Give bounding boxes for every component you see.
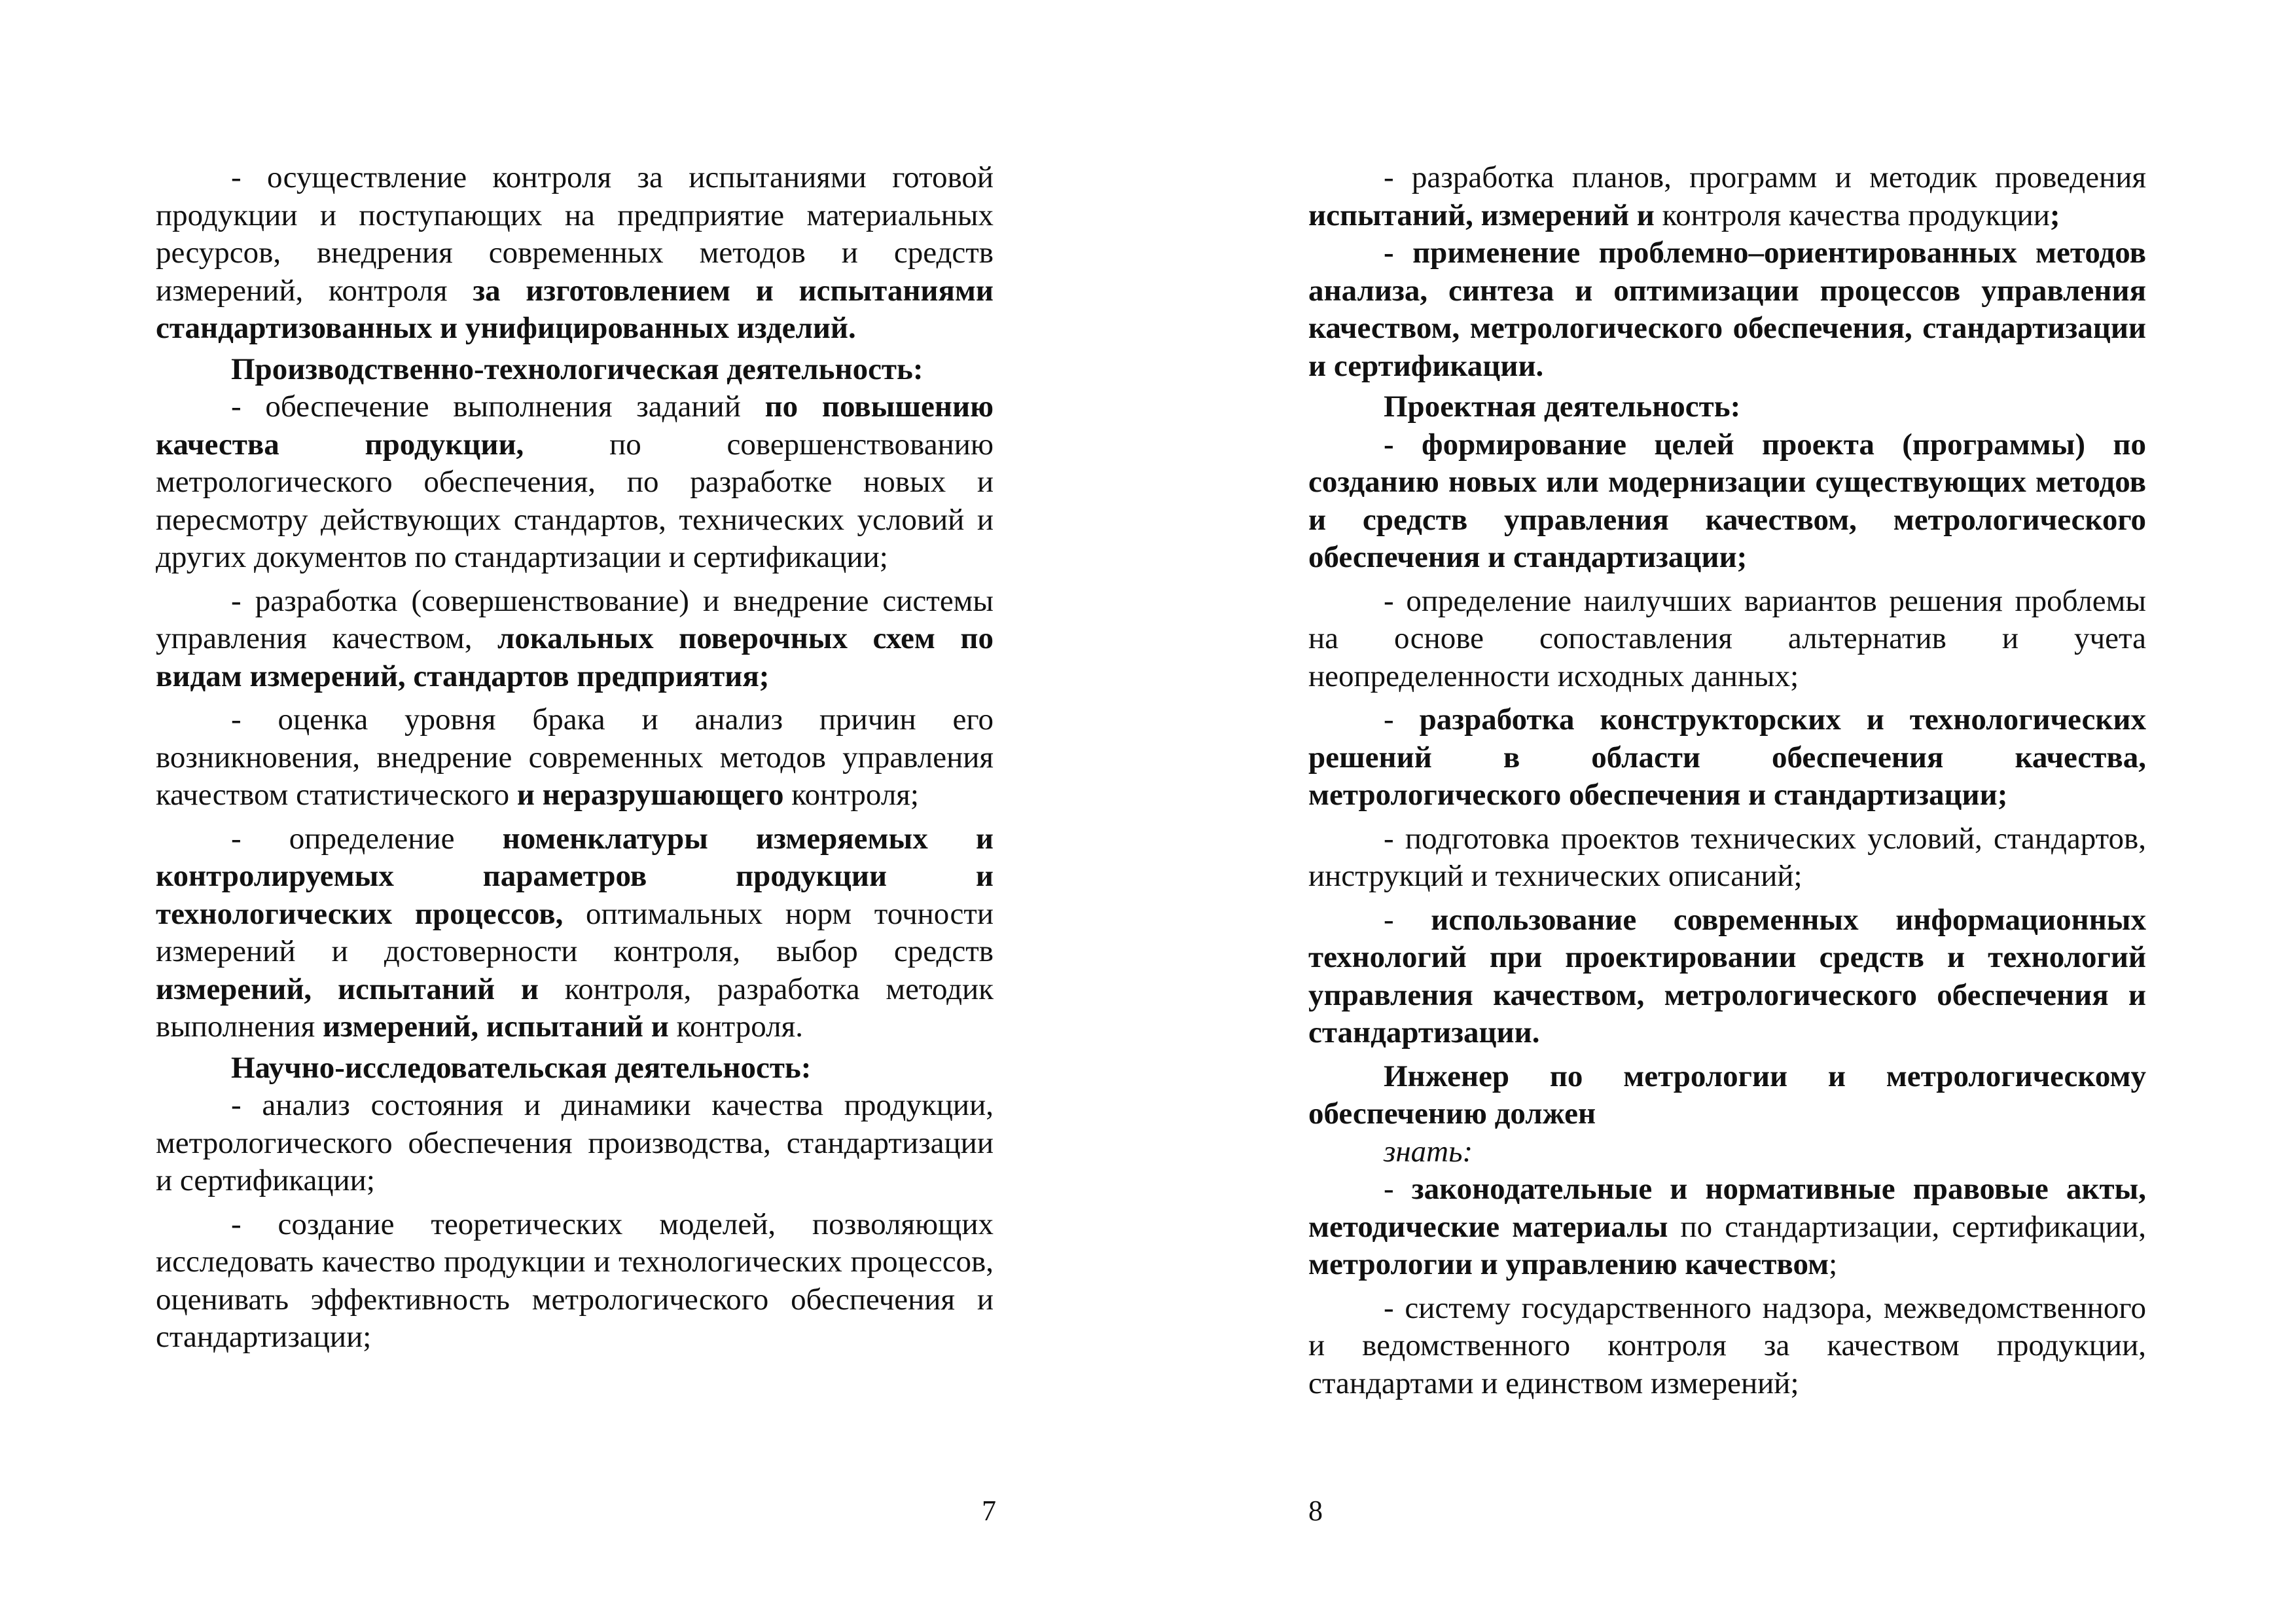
subheading: знать: (1384, 1134, 1473, 1169)
paragraph: - осуществление контроля за испытаниями готовой продукции и поступающих на предприятие материальных ресурсов, внедрения современных методов и средств измерений, контроля за изготовлением и испытаниями стандартизованных и унифицированных изделий. (156, 160, 994, 345)
section-heading: Производственно-технологическая деятельность: (231, 352, 924, 386)
paragraph: - разработка конструкторских и технологических решений в области обеспечения качества, метрологического обеспечения и стандартизации; (1308, 702, 2146, 812)
paragraph: - использование современных информационных технологий при проектировании средств и технологий управления качеством, метрологического обеспечения и стандартизации. (1308, 902, 2147, 1049)
paragraph: - оценка уровня брака и анализ причин его возникновения, внедрение современных методов управления качеством статистического и неразрушающего контроля; (156, 702, 994, 812)
page-number: 8 (1308, 1495, 1323, 1527)
paragraph: - разработка (совершенствование) и внедрение системы управления качеством, локальных поверочных схем по видам измерений, стандартов предприятия; (156, 583, 994, 693)
paragraph: - систему государственного надзора, межведомственного и ведомственного контроля за качеством продукции, стандартами и единством измерений; (1308, 1290, 2146, 1400)
paragraph: - подготовка проектов технических условий, стандартов, инструкций и технических описаний; (1308, 821, 2146, 893)
section-heading: Научно-исследовательская деятельность: (231, 1050, 812, 1085)
section-heading: Инженер по метрологии и метрологическому обеспечению должен (1308, 1059, 2146, 1131)
paragraph: - определение номенклатуры измеряемых и контролируемых параметров продукции и технологических процессов, оптимальных норм точности измерений и достоверности контроля, выбор средств измерений, испытаний и контроля, разработка методик выполнения измерений, испытаний и контроля. (156, 821, 994, 1044)
right-page (1148, 0, 2296, 1623)
paragraph: - создание теоретических моделей, позволяющих исследовать качество продукции и технологических процессов, оценивать эффективность метрологического обеспечения и стандартизации; (156, 1207, 994, 1354)
paragraph: - обеспечение выполнения заданий по повышению качества продукции, по совершенствованию метрологического обеспечения, по разработке новых и пересмотру действующих стандартов, технических условий и других документов по стандартизации и сертификации; (156, 390, 994, 574)
paragraph: - определение наилучших вариантов решения проблемы на основе сопоставления альтернатив и учета неопределенности исходных данных; (1308, 583, 2146, 693)
left-text-column (156, 159, 994, 1357)
paragraph: - анализ состояния и динамики качества продукции, метрологического обеспечения производства, стандартизации и сертификации; (156, 1088, 994, 1197)
right-text-column (1308, 159, 2146, 1402)
page-number: 7 (982, 1495, 996, 1527)
section-heading: Проектная деятельность: (1384, 390, 1741, 424)
paragraph: - законодательные и нормативные правовые акты, методические материалы по стандартизации, сертификации, метрологии и управлению качеством; (1308, 1172, 2146, 1281)
paragraph: - применение проблемно–ориентированных методов анализа, синтеза и оптимизации процессов управления качеством, метрологического обеспечения, стандартизации и сертификации. (1308, 236, 2146, 383)
paragraph: - разработка планов, программ и методик проведения испытаний, измерений и контроля качества продукции; (1308, 160, 2146, 232)
paragraph: - формирование целей проекта (программы) по созданию новых или модернизации существующих методов и средств управления качеством, метрологического обеспечения и стандартизации; (1308, 427, 2146, 574)
